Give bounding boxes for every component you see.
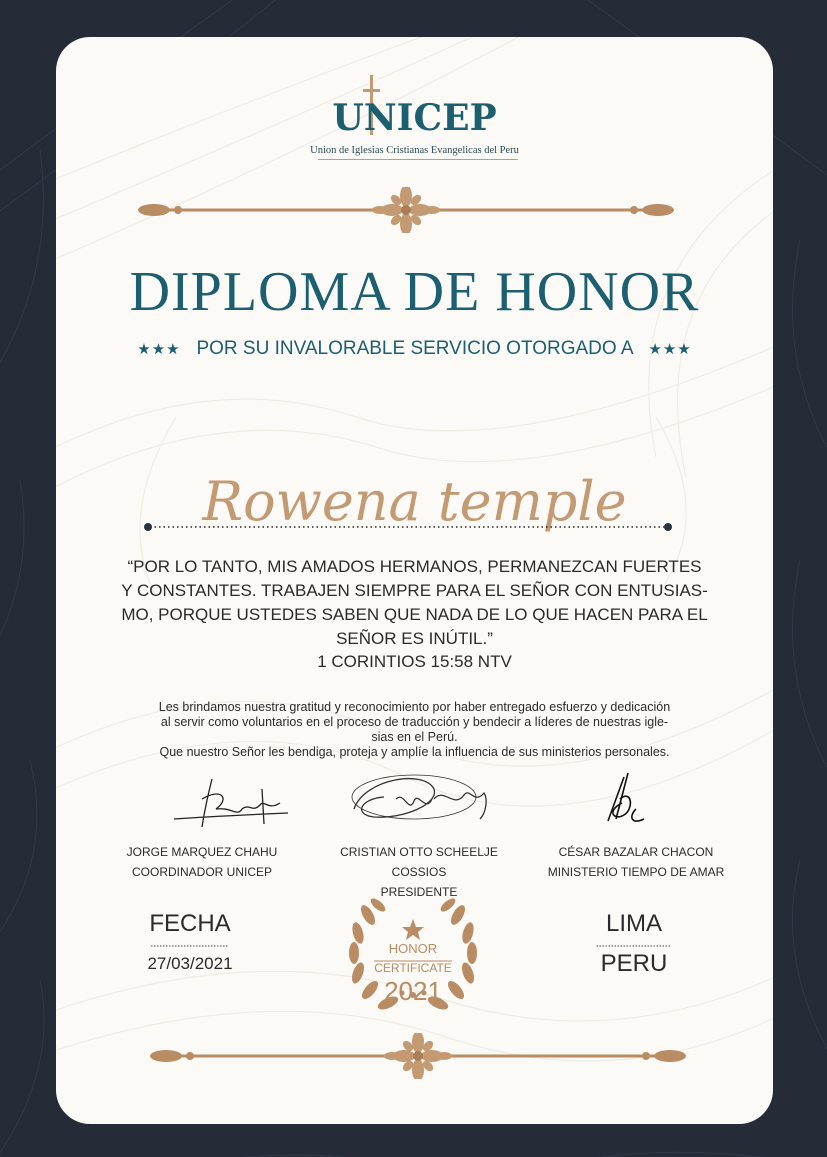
logo-rule (318, 159, 518, 160)
date-label: FECHA (149, 910, 231, 937)
subtitle-text: POR SU INVALORABLE SERVICIO OTORGADO A (196, 338, 633, 359)
body-line: sias en el Perú. (371, 730, 458, 744)
stars-right: ★★★ (648, 341, 692, 358)
signer-name: CÉSAR BAZALAR CHACON (558, 845, 714, 859)
ornament-divider-bottom (148, 1033, 688, 1079)
verse-quote (116, 555, 713, 651)
diploma-subtitle (56, 338, 773, 360)
date-value: 27/03/2021 (147, 954, 233, 973)
stars-left: ★★★ (137, 341, 181, 358)
place-value: PERU (600, 950, 668, 977)
verse-line: MO, PORQUE USTEDES SABEN QUE NADA DE LO QUE HACEN PARA EL (121, 605, 708, 624)
signature-scribble (112, 767, 292, 837)
recipient-name: Rowena temple (202, 470, 627, 533)
signature-scribble (314, 767, 524, 837)
verse-line: SEÑOR ES INÚTIL.” (336, 629, 493, 648)
signer-name: JORGE MARQUEZ CHAHU (126, 845, 278, 859)
body-line: Que nuestro Señor les bendiga, proteja y amplíe la influencia de sus ministerios personales. (159, 745, 670, 759)
logo-tagline: Union de Iglesias Cristianas Evangelicas del Peru (310, 145, 519, 156)
diploma-card (56, 37, 773, 1124)
verse-line: Y CONSTANTES. TRABAJEN SIEMPRE PARA EL SEÑOR CON ENTUSIAS- (121, 581, 708, 600)
signature-block-3 (536, 767, 736, 882)
signer-role: PRESIDENTE (380, 885, 458, 899)
date-block (120, 910, 260, 974)
badge-honor-text: HONOR (388, 941, 438, 956)
place-label: LIMA (605, 910, 662, 937)
signer-role: COORDINADOR UNICEP (131, 865, 272, 879)
date-dotted-line (120, 944, 260, 948)
acknowledgement-text (116, 700, 713, 760)
signer-name: CRISTIAN OTTO SCHEELJE COSSIOS (340, 845, 498, 879)
diploma-title: DIPLOMA DE HONOR (129, 261, 700, 323)
place-block (564, 910, 704, 978)
verse-line: “POR LO TANTO, MIS AMADOS HERMANOS, PERMANEZCAN FUERTES (127, 557, 702, 576)
body-line: Les brindamos nuestra gratitud y reconocimiento por haber entregado esfuerzo y dedicación (158, 700, 671, 714)
signer-role: MINISTERIO TIEMPO DE AMAR (547, 865, 725, 879)
signature-scribble (536, 767, 736, 837)
laurel-badge-icon (338, 875, 488, 1025)
ornament-divider-top (136, 187, 676, 233)
recipient-dotted-line (144, 521, 672, 533)
verse-reference: 1 CORINTIOS 15:58 NTV (317, 652, 512, 671)
badge-certificate-text: CERTIFICATE (374, 961, 452, 975)
body-line: al servir como voluntarios en el proceso de traducción y bendecir a líderes de nuestras igle- (160, 715, 669, 729)
logo-wordmark: UNICEP (332, 97, 497, 139)
signature-block-1 (112, 767, 292, 882)
place-dotted-line (564, 944, 704, 948)
badge-year-text: 2021 (384, 976, 442, 1006)
